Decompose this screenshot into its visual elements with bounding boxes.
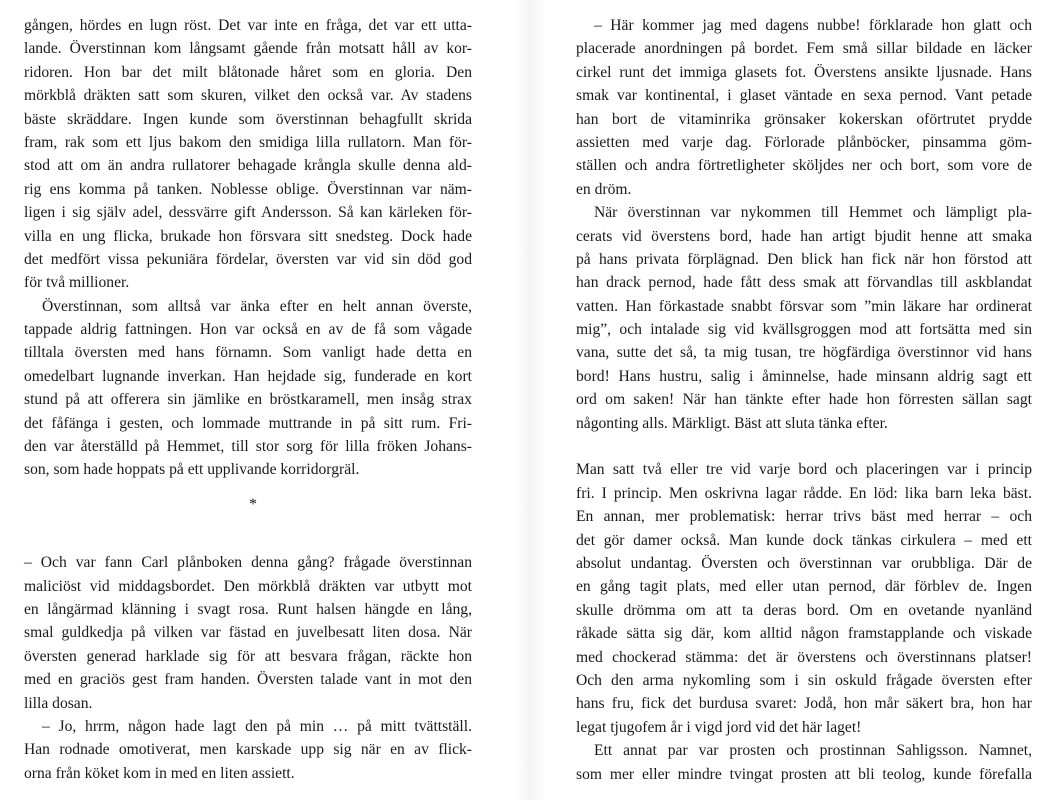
text-line: någonting alls. Märkligt. Bäst att sluta tänka efter. — [576, 414, 888, 432]
text-line: översten generad harklade sig för att besvara frågan, räckte hon — [24, 647, 472, 665]
text-line: När överstinnan var nykommen till Hemmet och lämpligt pla- — [594, 204, 1032, 222]
text-line: stod att om än andra rullatorer behagade krångla skulle denna ald- — [24, 157, 472, 175]
text-line: ord om saken! När han tänkte efter hade hon förresten sällan sagt — [576, 391, 1032, 409]
text-line: på hans privata förplägnad. Den blick han fick när hon förstod att — [576, 250, 1032, 268]
text-line: lilla dosan. — [24, 694, 93, 712]
text-line: smal guldkedja på vilken var fästad en juvelbesatt liten dosa. När — [24, 624, 472, 642]
text-line: för två millioner. — [24, 274, 130, 292]
text-line: Man satt två eller tre vid varje bord och placeringen var i princip — [576, 461, 1032, 479]
text-line: – Jo, hrrm, någon hade lagt den på min … på mitt tvättställ. — [42, 717, 472, 735]
paragraph — [24, 14, 472, 295]
text-line: ridoren. Hon bar det milt blåtonade håret som en gloria. Den — [24, 63, 472, 81]
paragraph — [576, 201, 1032, 435]
text-line: råkade sätta sig där, kom alltid någon framstapplande och viskade — [576, 625, 1032, 643]
text-line: Överstinnan, som alltså var änka efter en helt annan överste, — [42, 297, 472, 315]
section-separator: * — [249, 495, 257, 513]
text-line: – Och var fann Carl plånboken denna gång? frågade överstinnan — [24, 554, 472, 572]
text-line: gången, hördes en lugn röst. Det var inte en fråga, det var ett utta- — [24, 17, 472, 34]
text-line: ligen i sig själv adel, dessvärre gift Andersson. Så kan kärleken för- — [24, 204, 472, 222]
text-line: absolut undantag. Översten och överstinnan var orubbliga. Där de — [576, 554, 1032, 572]
text-line: stund på att offerera sin jämlike en bröstkaramell, men insåg strax — [24, 391, 472, 409]
text-line: mig”, och intalade sig vid kvällsgroggen mod att fortsätta med sin — [576, 321, 1032, 339]
text-line: en gång tagit plats, med eller utan pernod, där förblev de. Ingen — [576, 578, 1032, 596]
text-line: bord! Hans hustru, salig i åminnelse, hade minsann aldrig sagt ett — [576, 367, 1032, 385]
text-line: son, som hade hoppats på ett upplivande korridorgräl. — [24, 461, 360, 479]
text-line: orna från köket kom in med en liten assiett. — [24, 764, 295, 782]
text-line: placerade anordningen på bordet. Fem små sillar bildade en läcker — [576, 40, 1032, 58]
text-line: mörkblå dräkten satt som skuren, vilket den också var. Av stadens — [24, 87, 472, 105]
text-line: med chockerad stämma: det är överstens och överstinnans platser! — [576, 648, 1032, 666]
paragraph — [576, 458, 1032, 739]
text-line: villa en ung flicka, brukade hon försvara sitt snedsteg. Dock hade — [24, 227, 472, 245]
text-line: En annan, mer problematisk: herrar trivs bäst med herrar – och — [576, 508, 1032, 526]
paragraph — [24, 551, 472, 715]
text-line: bäste skräddare. Ingen kunde som överstinnan behagfullt skrida — [24, 110, 472, 128]
text-line: hans fru, fick det burdusa svaret: Jodå, hon mår säkert bra, hon har — [576, 695, 1032, 713]
spacer — [24, 528, 472, 551]
text-line: det fåfänga i gesten, och lommade muttrande in på sitt rum. Fri- — [24, 414, 472, 432]
text-line: han bort de vitaminrika grönsaker kokerskan oförtrutet prydde — [576, 110, 1032, 128]
text-line: rig ens komma på tanken. Noblesse oblige. Överstinnan var näm- — [24, 180, 472, 198]
text-line: Han rodnade omotiverat, men karskade upp sig när en av flick- — [24, 741, 472, 759]
paragraph — [24, 295, 472, 482]
paragraph — [576, 739, 1032, 786]
text-line: smak var kontinental, i glaset väntade en sexa pernod. Vant petade — [576, 87, 1032, 105]
text-line: som mer eller mindre tvingat prosten att bli teolog, kunde förefalla — [576, 765, 1032, 783]
text-line: cerats vid överstens bord, hade han artigt bjudit henne att smaka — [576, 227, 1032, 245]
paragraph — [576, 14, 1032, 201]
spacer — [576, 435, 1032, 458]
book-gutter — [515, 0, 545, 800]
text-line: ställen och andra förtretligheter sköljdes ner och bort, som vore de — [576, 157, 1032, 175]
text-line: Och den arma nykomling som i sin oskuld frågade översten efter — [576, 671, 1032, 689]
text-line: vana, sutte det så, ta mig tusan, tre högfärdiga överstinnor vid hans — [576, 344, 1032, 362]
text-line: Ett annat par var prosten och prostinnan Sahligsson. Namnet, — [594, 742, 1032, 760]
text-line: fram, rak som ett ljus bakom den smidiga lilla rullatorn. Man för- — [24, 133, 472, 151]
text-line: assietten med varje dag. Förlorade plånböcker, pinsamma göm- — [576, 133, 1032, 151]
text-line: tappade aldrig fattningen. Hon var också en av de få som vågade — [24, 321, 472, 339]
text-line: den var återställd på Hemmet, till stor sorg för lilla fröken Johans- — [24, 438, 472, 456]
text-line: en dröm. — [576, 180, 632, 198]
text-line: han drack pernod, hade fått dess smak att förvandlas till askblandat — [576, 274, 1032, 292]
text-line: cirkel runt det immiga glasets fot. Överstens ansikte ljusnade. Hans — [576, 63, 1032, 81]
paragraph — [24, 715, 472, 785]
text-line: en långärmad klänning i svagt rosa. Runt halsen hängde en lång, — [24, 600, 472, 618]
text-line: maliciöst vid middagsbordet. Den mörkblå dräkten var utbytt mot — [24, 577, 472, 595]
right-page — [576, 14, 1032, 786]
text-line: skulle drömma om att ta deras bord. Om en ovetande nyanländ — [576, 601, 1032, 619]
left-page — [24, 14, 472, 785]
text-line: tilltala översten med hans förnamn. Som vanligt hade detta en — [24, 344, 472, 362]
text-line: det gör damer också. Man kunde dock tänkas cirkulera – med ett — [576, 531, 1032, 549]
text-line: lande. Överstinnan kom långsamt gående från motsatt håll av kor- — [24, 40, 472, 58]
text-line: – Här kommer jag med dagens nubbe! förklarade hon glatt och — [594, 17, 1032, 34]
text-line: omedelbart lugnande inverkan. Han hejdade sig, funderade en kort — [24, 367, 472, 385]
text-line: vatten. Han förkastade snabbt försvar som ”min läkare har ordinerat — [576, 297, 1032, 315]
text-line: det medfört vissa pekuniära fördelar, översten var vid sin död god — [24, 250, 472, 268]
text-line: fri. I princip. Men oskrivna lagar rådde. En löd: lika barn leka bäst. — [576, 484, 1032, 502]
text-line: legat tjugofem år i vigd jord vid det här laget! — [576, 718, 862, 736]
text-line: med en graciös gest fram handen. Översten talade vant in mot den — [24, 671, 472, 689]
